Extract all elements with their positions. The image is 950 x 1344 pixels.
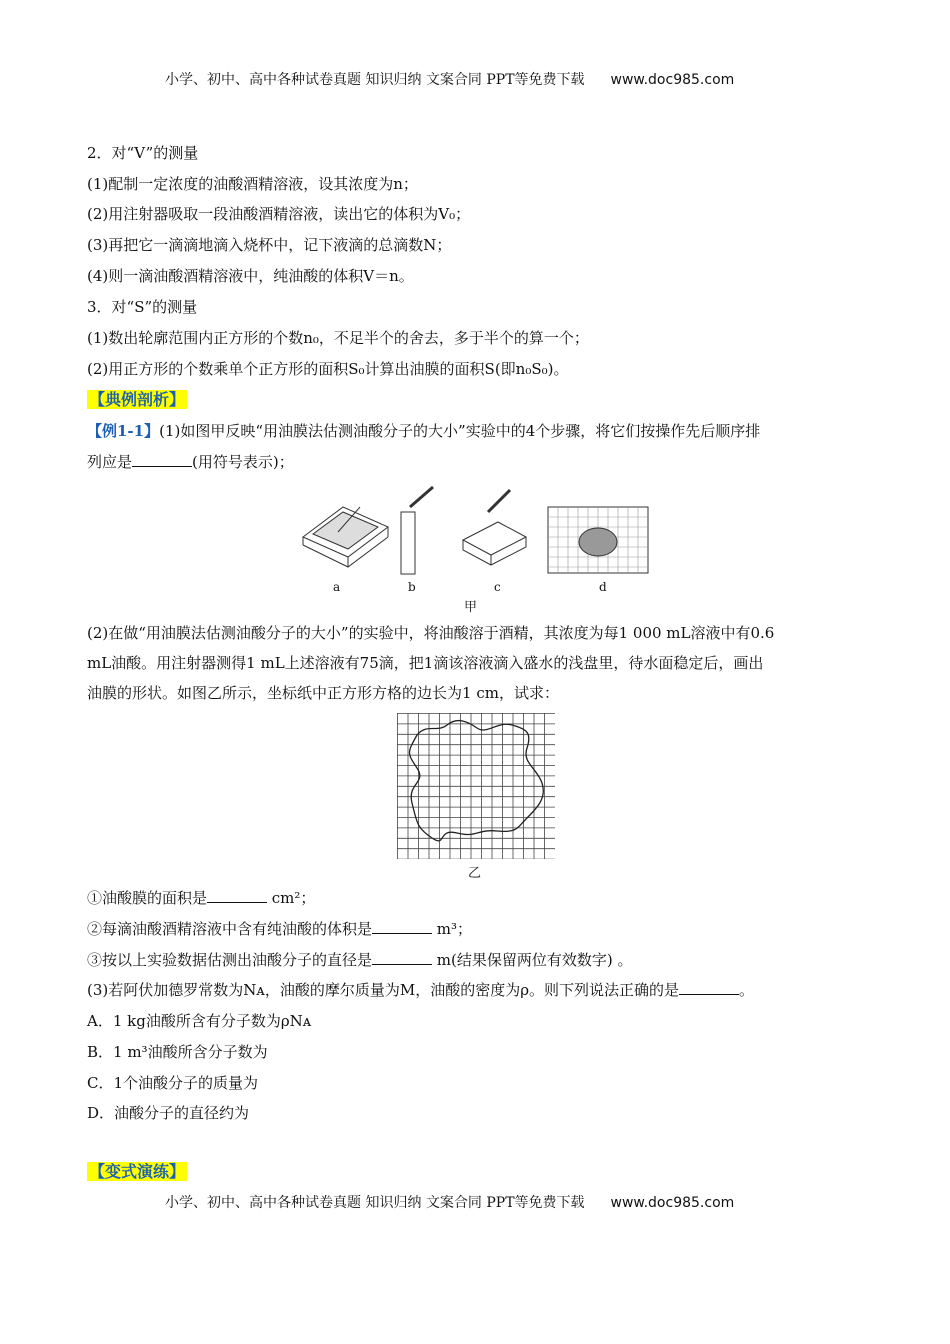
answer-blank <box>372 919 432 934</box>
sub-question: ③按以上实验数据估测出油酸分子的直径是 <box>87 951 373 969</box>
answer-blank <box>372 950 432 965</box>
option-a: A．1 kg油酸所含有分子数为ρNᴀ <box>87 1012 312 1030</box>
figure-yi-grid <box>397 713 555 859</box>
option-d: D．油酸分子的直径约为 <box>87 1104 250 1122</box>
footer-url[interactable]: www.doc985.com <box>610 1195 735 1211</box>
answer-blank <box>679 980 739 995</box>
question-text: (2)在做“用油膜法估测油酸分子的大小”的实验中，将油酸溶于酒精，其浓度为每1 000 mL溶液中有0.6 <box>87 624 775 642</box>
page-footer <box>165 1192 734 1212</box>
grid-paper-icon <box>548 507 648 573</box>
section-title: 2．对“V”的测量 <box>87 144 199 162</box>
sub-question: ①油酸膜的面积是 <box>87 889 208 907</box>
section-heading: 【典例剖析】 <box>89 390 186 409</box>
figure-label: b <box>408 580 416 594</box>
section-title: 3．对“S”的测量 <box>87 298 198 316</box>
step: (4)则一滴油酸酒精溶液中，纯油酸的体积V＝n。 <box>87 267 414 285</box>
unit: m(结果保留两位有效数字) 。 <box>432 951 633 969</box>
step: (3)再把它一滴滴地滴入烧杯中，记下液滴的总滴数N； <box>87 236 452 254</box>
sub-question: ②每滴油酸酒精溶液中含有纯油酸的体积是 <box>87 920 373 938</box>
figure-label: a <box>333 580 341 594</box>
dish-icon <box>463 490 526 565</box>
punct: 。 <box>739 981 755 999</box>
option-b: B．1 m³油酸所含分子数为 <box>87 1043 268 1061</box>
answer-blank <box>132 452 192 467</box>
question-text: 油膜的形状。如图乙所示，坐标纸中正方形方格的边长为1 cm，试求： <box>87 684 559 702</box>
figure-label: d <box>599 580 607 594</box>
figure-jia <box>298 482 658 582</box>
question-text: mL油酸。用注射器测得1 mL上述溶液有75滴，把1滴该溶液滴入盛水的浅盘里，待水面稳定后，画出 <box>87 654 764 672</box>
question-text: (3)若阿伏加德罗常数为Nᴀ，油酸的摩尔质量为M，油酸的密度为ρ。则下列说法正确的是 <box>87 981 680 999</box>
figure-label: c <box>494 580 501 594</box>
step: (1)配制一定浓度的油酸酒精溶液，设其浓度为n； <box>87 175 418 193</box>
question-text: (用符号表示)； <box>192 453 294 471</box>
step: (2)用正方形的个数乘单个正方形的面积S₀计算出油膜的面积S(即n₀S₀)。 <box>87 360 569 378</box>
footer-text: 小学、初中、高中各种试卷真题 知识归纳 文案合同 PPT等免费下载 <box>165 1195 585 1211</box>
page-header <box>165 69 734 89</box>
option-c: C．1个油酸分子的质量为 <box>87 1074 259 1092</box>
answer-blank <box>207 888 267 903</box>
figure-caption: 乙 <box>468 866 482 881</box>
question-text: 列应是 <box>87 453 133 471</box>
step: (1)数出轮廓范围内正方形的个数n₀，不足半个的舍去，多于半个的算一个； <box>87 329 589 347</box>
figure-caption: 甲 <box>464 600 478 615</box>
section-heading: 【变式演练】 <box>89 1162 186 1181</box>
tray-icon <box>303 507 388 567</box>
unit: cm²； <box>267 889 316 907</box>
header-text: 小学、初中、高中各种试卷真题 知识归纳 文案合同 PPT等免费下载 <box>165 72 585 88</box>
cylinder-icon <box>401 487 433 574</box>
example-tag: 【例1-1】 <box>87 422 160 440</box>
unit: m³； <box>432 920 473 938</box>
step: (2)用注射器吸取一段油酸酒精溶液，读出它的体积为V₀； <box>87 205 471 223</box>
header-url[interactable]: www.doc985.com <box>610 72 735 88</box>
question-text: (1)如图甲反映“用油膜法估测油酸分子的大小”实验中的4个步骤，将它们按操作先后顺序排 <box>159 422 761 440</box>
